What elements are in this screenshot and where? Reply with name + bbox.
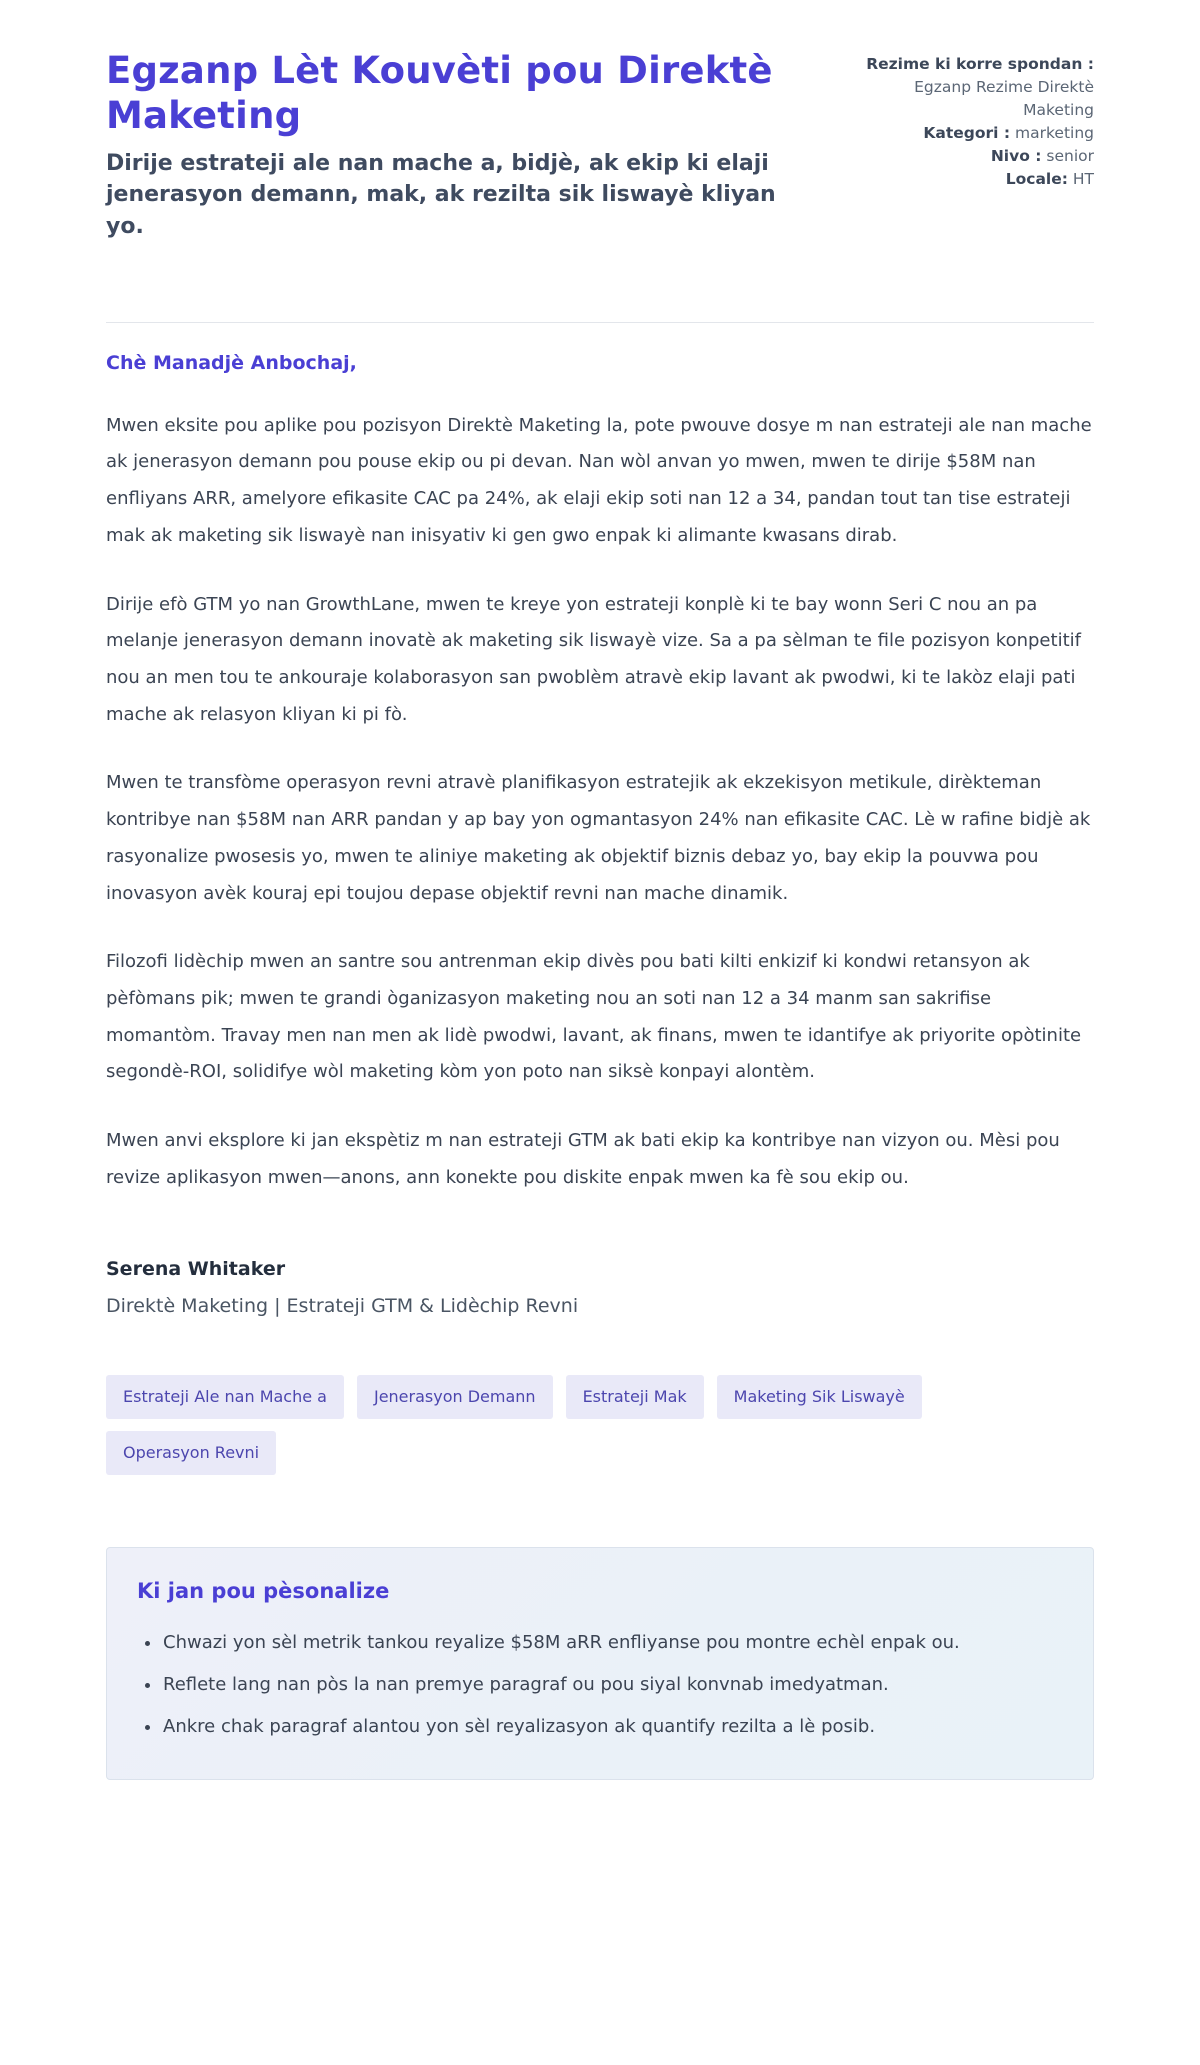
page-header: [106, 48, 1094, 242]
letter-greeting: Chè Manadjè Anbochaj,: [106, 351, 357, 374]
page-subtitle: Dirije estrateji ale nan mache a, bidjè, ak ekip ki elaji jenerasyon demann, mak, ak rezilta sik liswayè kliyan yo.: [106, 151, 776, 239]
tips-list: [137, 1625, 1063, 1745]
meta-label-locale: Locale:: [1005, 169, 1068, 188]
signature-block: [106, 1257, 1094, 1319]
meta-row-category: [842, 122, 1094, 145]
meta-label-category: Kategori :: [923, 123, 1011, 142]
page-title: Egzanp Lèt Kouvèti pou Direktè Maketing: [106, 49, 773, 138]
tag-brand-strategy: Estrateji Mak: [566, 1375, 704, 1419]
letter-paragraph-4: Filozofi lidèchip mwen an santre sou antrenman ekip divès pou bati kilti enkizif ki kondwi retansyon ak pèfòmans pik; mwen te grandi òganizasyon maketing nou an soti nan 12 a 34 manm san sakrifise momantòm. Travay men nan men ak lidè pwodwi, lavant, ak finans, mwen te idantifye ak priyorite opòtinite segondè-ROI, solidifye wòl maketing kòm yon poto nan siksè konpayi alontèm.: [106, 951, 1082, 1083]
meta-value-level: senior: [1046, 146, 1094, 165]
meta-row-resume: [842, 53, 1094, 122]
tag-lifecycle-marketing: Maketing Sik Liswayè: [717, 1375, 922, 1419]
personalization-tips-box: [106, 1547, 1094, 1780]
meta-row-level: [842, 145, 1094, 168]
letter-paragraph-1: Mwen eksite pou aplike pou pozisyon Direktè Maketing la, pote pwouve dosye m nan estrateji ale nan mache ak jenerasyon demann pou pouse ekip ou pi devan. Nan wòl anvan yo mwen, mwen te dirije $58M nan enfliyans ARR, amelyore efikasite CAC pa 24%, ak elaji ekip soti nan 12 a 34, pandan tout tan tise estrateji mak ak maketing sik liswayè nan inisyativ ki gen gwo enpak ki alimante kwasans dirab.: [106, 414, 1092, 546]
letter-paragraph-3: Mwen te transfòme operasyon revni atravè planifikasyon estratejik ak ekzekisyon metikule, dirèkteman kontribye nan $58M nan ARR pandan y ap bay yon ogmantasyon 24% nan efikasite CAC. Lè w rafine bidjè ak rasyonalize pwosesis yo, mwen te aliniye maketing ak objektif biznis debaz yo, bay ekip la pouvwa pou inovasyon avèk kouraj epi toujou depase objektif revni nan mache dinamik.: [106, 772, 1091, 904]
tips-heading: Ki jan pou pèsonalize: [137, 1578, 390, 1603]
header-title-block: [106, 48, 806, 242]
meta-row-locale: [842, 168, 1094, 191]
meta-panel: [842, 48, 1094, 242]
page-container: [106, 0, 1094, 1844]
tips-item-1: • Chwazi yon sèl metrik tankou reyalize $58M aRR enfliyanse pou montre echèl enpak ou.: [161, 1625, 1063, 1661]
letter-paragraph-5: Mwen anvi eksplore ki jan ekspètiz m nan estrateji GTM ak bati ekip ka kontribye nan vizyon ou. Mèsi pou revize aplikasyon mwen—anons, ann konekte pou diskite enpak mwen ka fè sou ekip ou.: [106, 1130, 1060, 1188]
cover-letter-body: [106, 351, 1094, 1319]
meta-label-level: Nivo :: [990, 146, 1042, 165]
skill-tags: [106, 1375, 1094, 1475]
signature-role: Direktè Maketing | Estrateji GTM & Lidèchip Revni: [106, 1295, 579, 1318]
tag-revenue-operations: Operasyon Revni: [106, 1431, 276, 1475]
tag-demand-generation: Jenerasyon Demann: [357, 1375, 553, 1419]
tips-item-3: • Ankre chak paragraf alantou yon sèl reyalizasyon ak quantify rezilta a lè posib.: [161, 1709, 1063, 1745]
tag-go-to-market: Estrateji Ale nan Mache a: [106, 1375, 344, 1419]
header-divider: [106, 322, 1094, 323]
signature-name: Serena Whitaker: [106, 1257, 286, 1280]
letter-paragraph-2: Dirije efò GTM yo nan GrowthLane, mwen te kreye yon estrateji konplè ki te bay wonn Seri C nou an pa melanje jenerasyon demann inovatè ak maketing sik liswayè vize. Sa a pa sèlman te file pozisyon konpetitif nou an men tou te ankouraje kolaborasyon san pwoblèm atravè ekip lavant ak pwodwi, ki te lakòz elaji pati mache ak relasyon kliyan ki pi fò.: [106, 593, 1081, 725]
meta-value-locale: HT: [1072, 169, 1094, 188]
meta-label-resume: Rezime ki korre spondan :: [866, 55, 1094, 73]
meta-value-category: marketing: [1015, 123, 1094, 142]
meta-value-resume: Egzanp Rezime Direktè Maketing: [914, 77, 1094, 119]
tips-item-2: • Reflete lang nan pòs la nan premye paragraf ou pou siyal konvnab imedyatman.: [161, 1667, 1063, 1703]
